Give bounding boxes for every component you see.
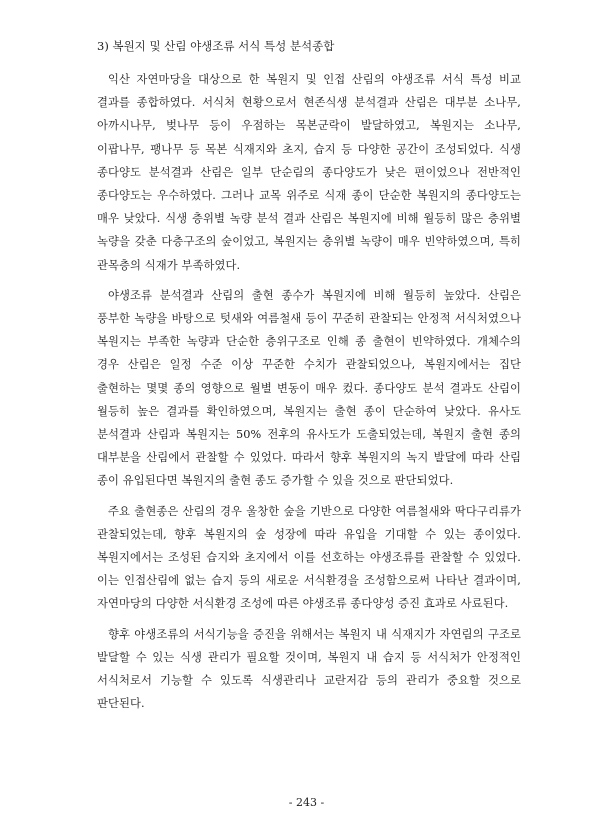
paragraph (97, 68, 521, 277)
paragraph (97, 623, 521, 716)
paragraph-text: 주요 출현종은 산림의 경우 울창한 숲을 기반으로 다양한 여름철새와 딱다구리류가 관찰되었는데, 향후 복원지의 숲 성장에 따라 유입을 기대할 수 있는 종이었다. 복원지에서는 조성된 습지와 초지에서 이를 선호하는 야생조류를 관찰할 수 있었다. 이는 인접산림에 없는 습지 등의 새로운 서식환경을 조성함으로써 나타난 결과이며, 자연마당의 다양한 서식환경 조성에 따른 야생조류 종다양성 증진 효과로 사료된다. (97, 504, 521, 611)
page-number: - 243 - (288, 796, 325, 809)
paragraph (97, 284, 521, 493)
paragraph-text: 익산 자연마당을 대상으로 한 복원지 및 인접 산림의 야생조류 서식 특성 비교 결과를 종합하였다. 서식처 현황으로서 현존식생 분석결과 산림은 대부분 소나무, 아까시나무, 벚나무 등이 우점하는 목본군락이 발달하였고, 복원지는 소나무, 이팝나무, 팽나무 등 목본 식재지와 초지, 습지 등 다양한 공간이 조성되었다. 식생 종다양도 분석결과 산림은 일부 단순림의 종다양도가 낮은 편이었으나 전반적인 종다양도는 우수하였다. 그러나 교목 위주로 식재 종이 단순한 복원지의 종다양도는 매우 낮았다. 식생 층위별 녹량 분석 결과 산림은 복원지에 비해 월등히 많은 층위별 녹량을 갖춘 다층구조의 숲이었고, 복원지는 층위별 녹량이 매우 빈약하였으며, 특히 관목층의 식재가 부족하였다. (97, 73, 521, 272)
paragraph-text: 향후 야생조류의 서식기능을 증진을 위해서는 복원지 내 식재지가 자연림의 구조로 발달할 수 있는 식생 관리가 필요할 것이며, 복원지 내 습지 등 서식처가 안정적인 서식처로서 기능할 수 있도록 식생관리나 교란저감 등의 관리가 중요할 것으로 판단된다. (97, 627, 521, 711)
section-heading: 3) 복원지 및 산림 야생조류 서식 특성 분석종합 (97, 39, 335, 53)
paragraph (97, 500, 521, 616)
body-text (97, 68, 521, 722)
paragraph-text: 야생조류 분석결과 산림의 출현 종수가 복원지에 비해 월등히 높았다. 산림은 풍부한 녹량을 바탕으로 텃새와 여름철새 등이 꾸준히 관찰되는 안정적 서식처였으나 복원지는 부족한 녹량과 단순한 층위구조로 인해 종 출현이 빈약하였다. 개체수의 경우 산림은 일정 수준 이상 꾸준한 수치가 관찰되었으나, 복원지에서는 집단 출현하는 몇몇 종의 영향으로 월별 변동이 매우 컸다. 종다양도 분석 결과도 산림이 월등히 높은 결과를 확인하였으며, 복원지는 출현 종이 단순하여 낮았다. 유사도 분석결과 산림과 복원지는 50% 전후의 유사도가 도출되었는데, 복원지 출현 종의 대부분을 산림에서 관찰할 수 있었다. 따라서 향후 복원지의 녹지 발달에 따라 산림 종이 유입된다면 복원지의 출현 종도 증가할 수 있을 것으로 판단되었다. (97, 288, 521, 488)
